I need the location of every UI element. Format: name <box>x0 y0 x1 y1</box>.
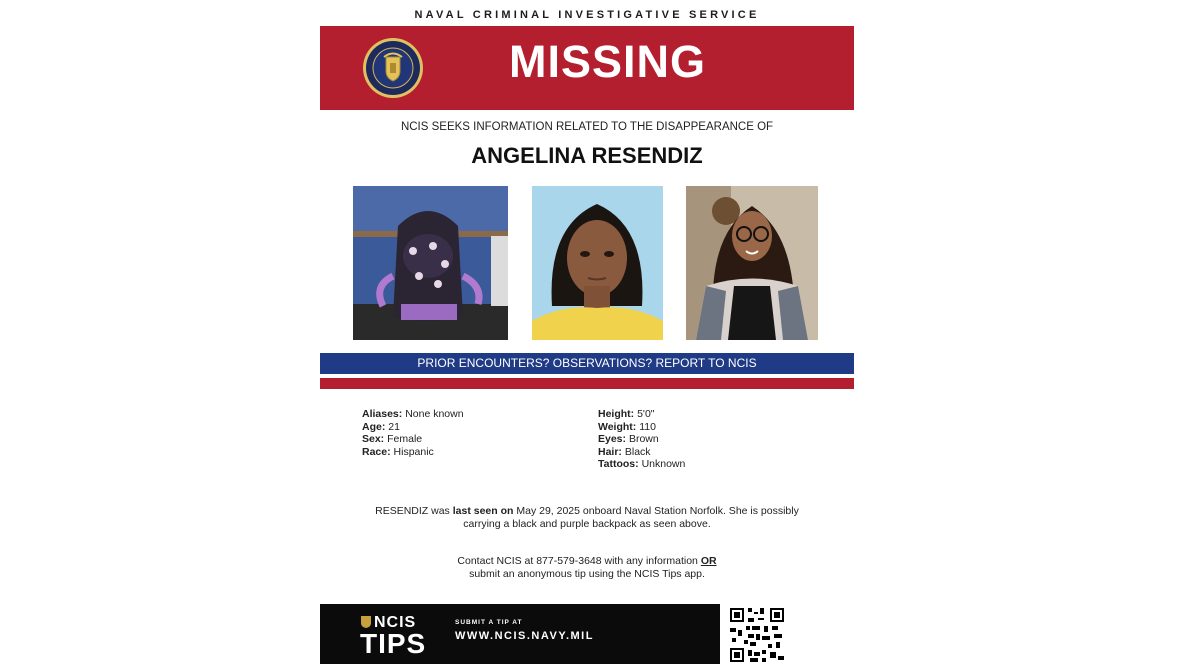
ncis-logo-text: NCIS <box>374 614 417 631</box>
qr-code-icon[interactable] <box>728 606 786 664</box>
facts-right <box>598 408 685 471</box>
fact-sex: Sex: Female <box>362 433 423 446</box>
portrait-photo <box>532 186 663 340</box>
report-banner: PRIOR ENCOUNTERS? OBSERVATIONS? REPORT TO NCIS <box>320 353 854 374</box>
missing-banner <box>320 26 854 110</box>
missing-person-name: ANGELINA RESENDIZ <box>471 143 703 168</box>
backpack-photo <box>353 186 508 340</box>
last-seen-text: RESENDIZ was last seen on May 29, 2025 onboard Naval Station Norfolk. She is possibly carrying a black and purple backpack as seen above. <box>375 505 799 530</box>
seeks-info-text: NCIS SEEKS INFORMATION RELATED TO THE DISAPPEARANCE OF <box>400 121 774 133</box>
fact-eyes: Eyes: Brown <box>598 433 659 446</box>
ncis-url[interactable]: WWW.NCIS.NAVY.MIL <box>455 630 594 642</box>
badge-icon <box>360 615 372 629</box>
contact-text: Contact NCIS at 877-579-3648 with any information OR submit an anonymous tip using the NCIS Tips app. <box>457 555 717 580</box>
missing-poster <box>320 0 854 664</box>
missing-title: MISSING <box>508 36 707 87</box>
facts-left <box>362 408 464 458</box>
casual-photo <box>686 186 818 340</box>
ncis-seal-icon <box>362 37 424 99</box>
agency-name: NAVAL CRIMINAL INVESTIGATIVE SERVICE <box>414 9 760 21</box>
submit-tip-label: SUBMIT A TIP AT <box>455 619 523 626</box>
tips-logo-text: TIPS <box>360 628 427 659</box>
fact-race: Race: Hispanic <box>362 445 434 458</box>
fact-tattoos: Tattoos: Unknown <box>598 458 686 471</box>
tips-footer <box>320 604 720 664</box>
fact-hair: Hair: Black <box>598 445 651 458</box>
red-divider <box>320 378 854 389</box>
fact-height: Height: 5'0" <box>598 408 655 420</box>
fact-aliases: Aliases: None known <box>362 408 464 420</box>
fact-age: Age: 21 <box>362 420 400 433</box>
fact-weight: Weight: 110 <box>598 420 656 433</box>
